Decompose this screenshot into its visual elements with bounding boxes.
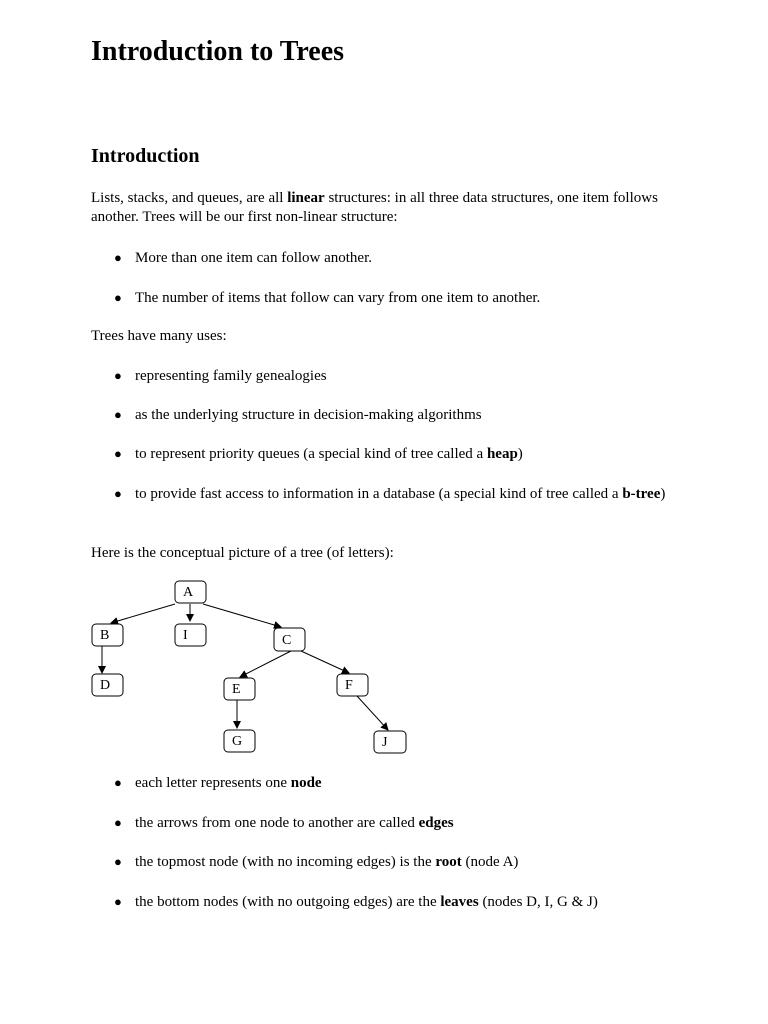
node-b [92, 624, 123, 646]
intro-text-1: Lists, stacks, and queues, are all [91, 190, 288, 206]
tree-nodes [92, 581, 406, 753]
bullet-icon: ● [114, 486, 122, 501]
list-item-text: More than one item can follow another. [135, 250, 373, 266]
bullet-icon: ● [114, 854, 122, 869]
node-a [175, 581, 206, 603]
bullet-icon: ● [114, 407, 122, 422]
node-c [274, 628, 305, 651]
node-e [224, 678, 255, 700]
node-d [92, 674, 123, 696]
bullet-icon: ● [114, 775, 122, 790]
svg-text:I: I [183, 628, 188, 643]
tree-edges [102, 604, 388, 730]
node-j [374, 731, 406, 753]
list-item-text: to provide fast access to information in a database (a special kind of tree called a b-tree) [135, 486, 666, 502]
term-node: node [290, 775, 322, 791]
list-item-text: the topmost node (with no incoming edges) is the root (node A) [135, 854, 519, 870]
term-leaves: leaves [440, 894, 479, 910]
svg-text:J: J [382, 735, 388, 750]
svg-text:E: E [232, 682, 241, 697]
edge-a-c [203, 604, 281, 627]
intro-paragraph [91, 189, 701, 227]
term-b-tree: b-tree [622, 486, 661, 502]
term-linear: linear [287, 190, 325, 206]
section-heading: Introduction [91, 145, 200, 167]
term-edges: edges [418, 815, 454, 831]
svg-text:F: F [345, 678, 353, 693]
svg-text:C: C [282, 633, 292, 648]
tree-diagram [91, 575, 411, 760]
picture-intro: Here is the conceptual picture of a tree (of letters): [91, 545, 394, 561]
list-item-text: the bottom nodes (with no outgoing edges) are the leaves (nodes D, I, G & J) [135, 894, 598, 910]
edge-c-e [240, 651, 291, 677]
page-title: Introduction to Trees [91, 36, 345, 67]
list-item-text: as the underlying structure in decision-making algorithms [135, 407, 482, 423]
bullet-icon: ● [114, 368, 122, 383]
node-i [175, 624, 206, 646]
list-item-text: each letter represents one node [135, 775, 322, 791]
edge-f-j [357, 696, 388, 730]
edge-a-b [111, 604, 175, 623]
bullet-icon: ● [114, 894, 122, 909]
svg-text:B: B [100, 628, 110, 643]
bullet-icon: ● [114, 815, 122, 830]
node-f [337, 674, 368, 696]
list-item-text: representing family genealogies [135, 368, 327, 384]
list-item-text: The number of items that follow can vary from one item to another. [135, 290, 541, 306]
node-g [224, 730, 255, 752]
bullet-icon: ● [114, 250, 122, 265]
uses-intro: Trees have many uses: [91, 328, 227, 344]
term-heap: heap [486, 446, 518, 462]
term-root: root [435, 854, 462, 870]
bullet-icon: ● [114, 446, 122, 461]
svg-text:G: G [232, 734, 243, 749]
list-item-text: the arrows from one node to another are called edges [135, 815, 454, 831]
bullet-icon: ● [114, 290, 122, 305]
intro-text-2: structures: in all three data structures, one item follows another. Trees will be our first non-linear structure: [91, 190, 658, 225]
list-item-text: to represent priority queues (a special kind of tree called a heap) [135, 446, 523, 462]
edge-c-f [301, 651, 349, 673]
svg-text:A: A [183, 585, 194, 600]
svg-text:D: D [100, 678, 111, 693]
